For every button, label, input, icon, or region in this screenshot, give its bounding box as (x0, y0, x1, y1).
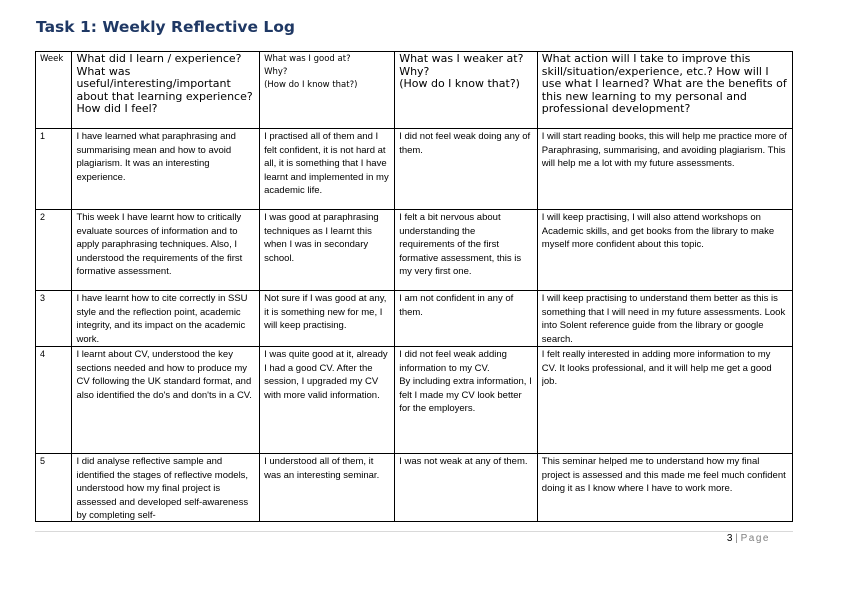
action-text: I felt really interested in adding more information to my CV. It looks professional, and it will help me get a good job. (541, 349, 772, 387)
header-learned: What did I learn / experience? What was useful/interesting/important about that learning experience? How did I feel? (72, 52, 260, 129)
weak-cell (395, 347, 538, 454)
learned-cell (72, 129, 260, 210)
table-row (36, 291, 793, 347)
weak-text: I did not feel weak doing any of them. (399, 131, 531, 156)
page-footer (600, 533, 770, 544)
learned-cell (72, 347, 260, 454)
action-cell (537, 210, 792, 291)
good-text: I was quite good at it, already I had a good CV. After the session, I upgraded my CV with more valid information. (264, 349, 388, 401)
weak-text: I did not feel weak adding information to my CV. By including extra information, I felt I made my CV look better for the employers. (399, 349, 532, 414)
reflective-log-table (35, 51, 793, 522)
page-label: Page (740, 533, 770, 544)
week-cell: 4 (36, 347, 72, 454)
weak-text: I am not confident in any of them. (399, 293, 514, 318)
header-week: Week (36, 52, 72, 129)
week-cell: 2 (36, 210, 72, 291)
weak-text: I was not weak at any of them. (399, 456, 528, 467)
good-cell (260, 291, 395, 347)
learned-cell (72, 210, 260, 291)
page-title: Task 1: Weekly Reflective Log (36, 18, 296, 36)
action-text: This seminar helped me to understand how my final project is assessed and this made me feel much confident doing it as I know where I have to work more. (541, 456, 786, 494)
week-cell: 3 (36, 291, 72, 347)
week-cell: 1 (36, 129, 72, 210)
learned-text: I have learnt how to cite correctly in SSU style and the reflection point, academic integrity, and its impact on the academic work. (76, 293, 248, 345)
weak-cell (395, 210, 538, 291)
table-row (36, 454, 793, 522)
table-header-row (36, 52, 793, 129)
good-cell (260, 454, 395, 522)
action-text: I will start reading books, this will help me practice more of Paraphrasing, summarising, and avoiding plagiarism. This will help me a lot with my future assessments. (541, 131, 787, 169)
week-cell: 5 (36, 454, 72, 522)
table-row (36, 347, 793, 454)
action-cell (537, 129, 792, 210)
table-row (36, 129, 793, 210)
learned-text: I did analyse reflective sample and identified the stages of reflective models, understood how my final project is assessed and developed self-awareness by completing self- (76, 456, 249, 521)
good-text: I practised all of them and I felt confident, it is not hard at all, it is something that I have learnt and implemented in my academic life. (264, 131, 389, 196)
action-cell (537, 291, 792, 347)
weak-text: I felt a bit nervous about understanding the requirements of the first formative assessment, this is my very first one. (399, 212, 522, 277)
learned-text: I learnt about CV, understood the key sections needed and how to produce my CV following the UK standard format, and also identified the do's and don'ts in a CV. (76, 349, 252, 401)
good-text: I understood all of them, it was an interesting seminar. (264, 456, 380, 481)
learned-text: I have learned what paraphrasing and summarising mean and how to avoid plagiarism. It was an interesting experience. (76, 131, 236, 183)
action-cell (537, 347, 792, 454)
action-text: I will keep practising, I will also attend workshops on Academic skills, and get books from the library to make myself more confident about this topic. (541, 212, 775, 250)
learned-cell (72, 454, 260, 522)
table-row (36, 210, 793, 291)
good-cell (260, 210, 395, 291)
page-number: 3 (726, 533, 733, 544)
good-cell (260, 347, 395, 454)
header-action: What action will I take to improve this skill/situation/experience, etc.? How will I use what I learned? What are the benefits of this new learning to my personal and professional development? (537, 52, 792, 129)
weak-cell (395, 454, 538, 522)
header-weak: What was I weaker at? Why? (How do I know that?) (395, 52, 538, 129)
header-good: What was I good at? Why? (How do I know that?) (260, 52, 395, 129)
weak-cell (395, 291, 538, 347)
footer-divider (35, 531, 793, 532)
weak-cell (395, 129, 538, 210)
good-text: I was good at paraphrasing techniques as I learnt this when I was in secondary school. (264, 212, 379, 264)
good-text: Not sure if I was good at any, it is something new for me, I will keep practising. (264, 293, 387, 331)
action-text: I will keep practising to understand them better as this is something that I will need in my future assessments. Look into Solent reference guide from the library or google search. (541, 293, 786, 345)
learned-text: This week I have learnt how to critically evaluate sources of information and to apply paraphrasing techniques. Also, I understood the requirements of the first formative assessment. (76, 212, 243, 277)
footer-separator: | (735, 533, 738, 544)
action-cell (537, 454, 792, 522)
good-cell (260, 129, 395, 210)
learned-cell (72, 291, 260, 347)
